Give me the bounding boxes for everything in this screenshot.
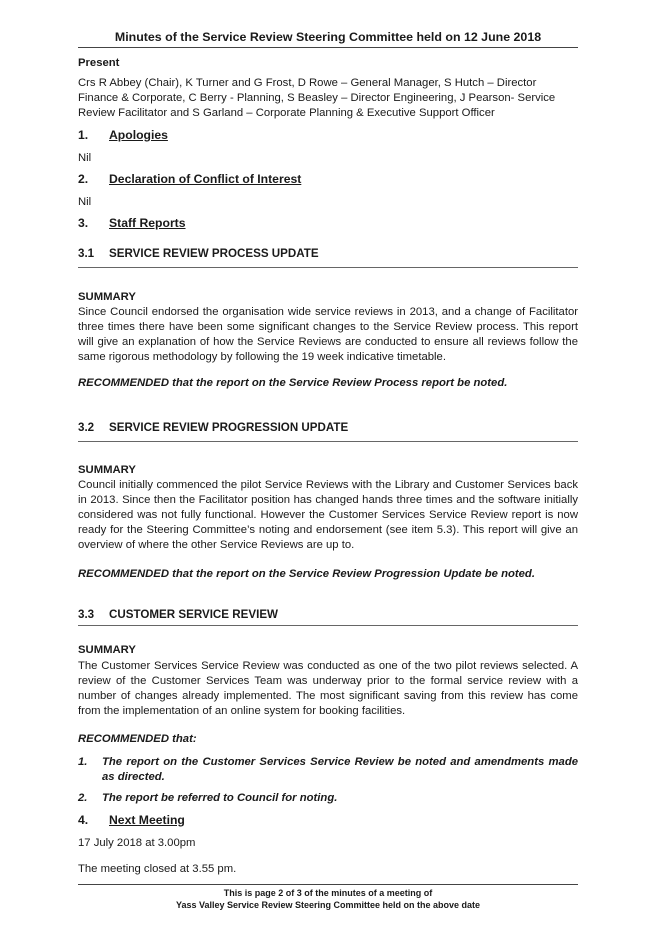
next-meeting-heading (78, 813, 578, 828)
report-3-1-summary-heading: SUMMARY (78, 291, 136, 303)
apologies-heading (78, 128, 578, 143)
page-title: Minutes of the Service Review Steering Committee held on 12 June 2018 (114, 30, 542, 44)
present-attendees: Crs R Abbey (Chair), K Turner and G Frost, D Rowe – General Manager, S Hutch – Director Finance & Corporate, C Berry - Planning, S Beasley – Director Engineering, J Pearson- Service Review Facilitator and S Garland – Corporate Planning & Executive Support Officer (78, 77, 556, 119)
conflict-title: Declaration of Conflict of Interest (109, 172, 302, 186)
footer-committee-note: Yass Valley Service Review Steering Committee held on the above date (175, 900, 481, 910)
report-3-3-summary: The Customer Services Service Review was conducted as one of the two pilot reviews selected. A review of the Customer Services Team was underway prior to the formal service review with a number of changes already implemented. The most significant saving from this review has come from the implementation of an online system for booking facilities. (78, 660, 578, 717)
report-3-2-title: SERVICE REVIEW PROGRESSION UPDATE (109, 421, 349, 434)
recommendation-item-number: 2. (78, 792, 88, 804)
report-3-1-number: 3.1 (78, 247, 95, 260)
report-3-3-recommendation-lead: RECOMMENDED that: (78, 733, 197, 745)
report-3-1-recommendation: RECOMMENDED that the report on the Service Review Process report be noted. (78, 377, 508, 389)
report-3-3-number: 3.3 (78, 608, 95, 621)
recommendation-item (78, 791, 578, 806)
staff-reports-number: 3. (78, 216, 89, 230)
staff-reports-heading (78, 216, 578, 231)
recommendation-item-text: The report on the Customer Services Service Review be noted and amendments made as directed. (102, 756, 578, 783)
meeting-closed-text: The meeting closed at 3.55 pm. (78, 863, 237, 875)
report-3-2-summary: Council initially commenced the pilot Service Reviews with the Library and Customer Services back in 2013. Since then the Facilitator position has changed hands three times and the software initially considered was not fully functional. However the Customer Services Service Review report is now ready for the Steering Committee’s noting and endorsement (see item 5.3). This report will give an overview of where the other Service Reviews are up to. (78, 479, 578, 551)
apologies-number: 1. (78, 128, 89, 142)
report-3-3-divider (78, 625, 578, 626)
conflict-heading (78, 172, 578, 187)
apologies-title: Apologies (109, 128, 168, 142)
report-3-2-heading (78, 420, 578, 435)
report-3-3-summary-heading: SUMMARY (78, 644, 136, 656)
apologies-text: Nil (78, 152, 92, 164)
report-3-3-heading (78, 607, 578, 622)
next-meeting-number: 4. (78, 813, 89, 827)
present-heading: Present (78, 57, 120, 69)
header-divider (78, 47, 578, 48)
report-3-2-recommendation: RECOMMENDED that the report on the Service Review Progression Update be noted. (78, 568, 535, 580)
recommendation-item-number: 1. (78, 756, 88, 768)
staff-reports-title: Staff Reports (109, 216, 186, 230)
footer-divider (78, 884, 578, 885)
report-3-3-title: CUSTOMER SERVICE REVIEW (109, 608, 278, 621)
recommendation-item (78, 755, 578, 785)
footer-page-note: This is page 2 of 3 of the minutes of a meeting of (223, 888, 433, 898)
report-3-2-summary-heading: SUMMARY (78, 464, 136, 476)
report-3-1-title: SERVICE REVIEW PROCESS UPDATE (109, 247, 319, 260)
report-3-1-divider (78, 267, 578, 268)
report-3-2-number: 3.2 (78, 421, 95, 434)
report-3-2-divider (78, 441, 578, 442)
recommendation-item-text: The report be referred to Council for noting. (102, 792, 338, 804)
conflict-text: Nil (78, 196, 92, 208)
report-3-1-heading (78, 246, 578, 261)
next-meeting-date: 17 July 2018 at 3.00pm (78, 837, 196, 849)
report-3-1-summary: Since Council endorsed the organisation wide service reviews in 2013, and a change of Facilitator three times there have been some significant changes to the Service Review process. This report will give an explanation of how the Service Reviews are conducted to ensure all reviews follow the same rigorous methodology by following the 19 week indicative timetable. (78, 306, 578, 363)
conflict-number: 2. (78, 172, 89, 186)
next-meeting-title: Next Meeting (109, 813, 185, 827)
